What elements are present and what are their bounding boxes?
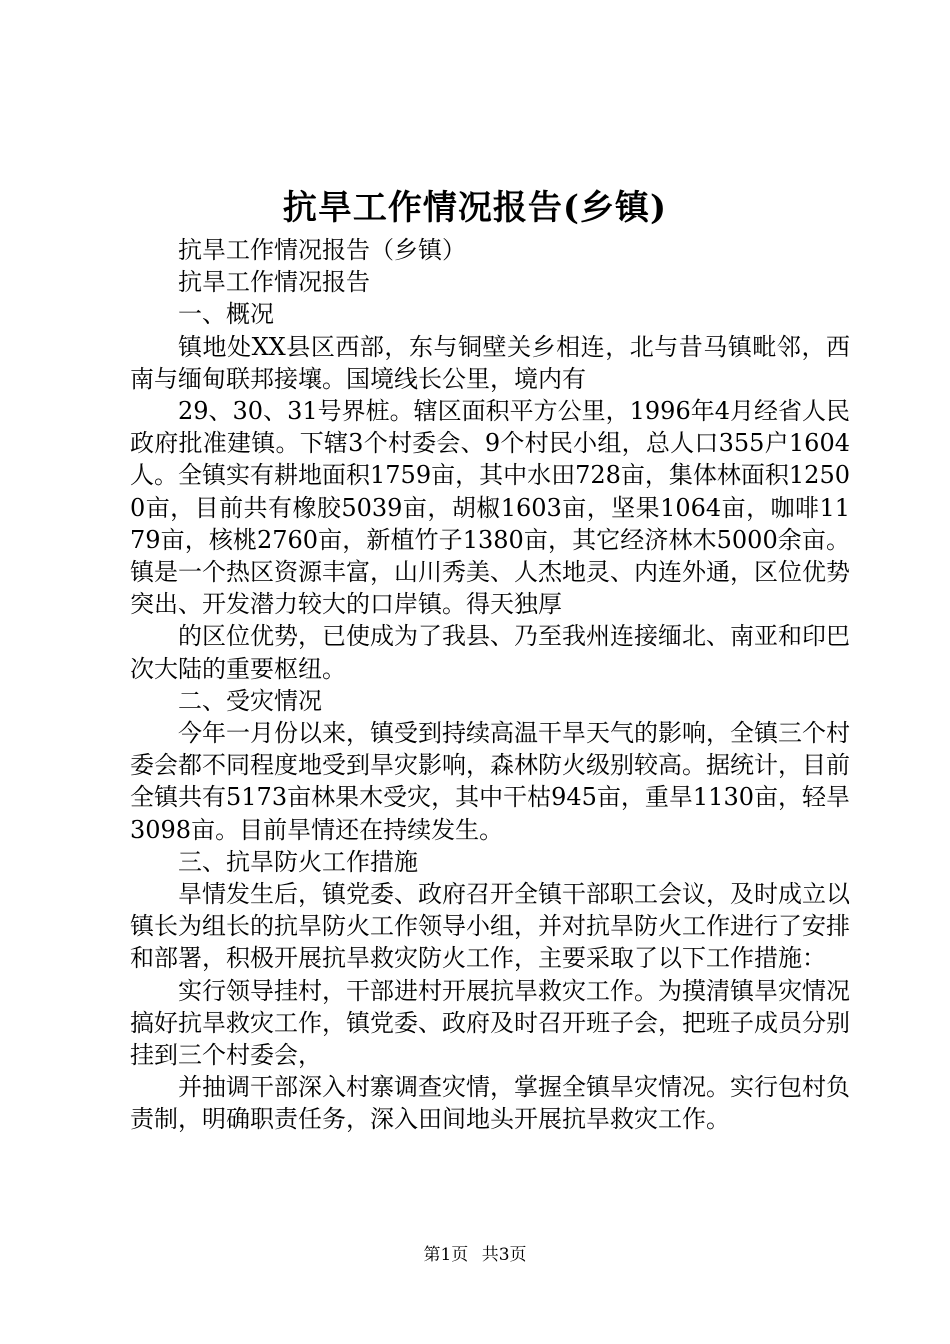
paragraph-measures-intro: 旱情发生后，镇党委、政府召开全镇干部职工会议，及时成立以镇长为组长的抗旱防火工作领导小组，并对抗旱防火工作进行了安排和部署，积极开展抗旱救灾防火工作，主要采取了以下工作措施：	[130, 880, 850, 973]
document-title: 抗旱工作情况报告(乡镇)	[282, 188, 668, 228]
section-heading-disaster: 二、受灾情况	[178, 686, 322, 715]
document-body	[130, 234, 850, 1136]
paragraph-location-advantage: 的区位优势，已使成为了我县、乃至我州连接缅北、南亚和印巴次大陆的重要枢纽。	[130, 622, 850, 683]
section-heading-measures: 三、抗旱防火工作措施	[178, 847, 418, 876]
paragraph-report-title: 抗旱工作情况报告	[178, 268, 370, 297]
paragraph-disaster: 今年一月份以来，镇受到持续高温干旱天气的影响，全镇三个村委会都不同程度地受到旱灾影响，森林防火级别较高。据统计，目前全镇共有5173亩林果木受灾，其中干枯945亩，重旱1130亩，轻旱3098亩。目前旱情还在持续发生。	[130, 719, 850, 844]
section-heading-overview: 一、概况	[178, 300, 274, 329]
page-footer	[0, 1243, 950, 1267]
page-total: 共3页	[481, 1245, 527, 1265]
page-number: 第1页	[423, 1245, 469, 1265]
paragraph-measure-investigation: 并抽调干部深入村寨调查灾情，掌握全镇旱灾情况。实行包村负责制，明确职责任务，深入田间地头开展抗旱救灾工作。	[130, 1073, 850, 1134]
paragraph-subtitle: 抗旱工作情况报告（乡镇）	[178, 236, 466, 264]
paragraph-measure-leaders: 实行领导挂村，干部进村开展抗旱救灾工作。为摸清镇旱灾情况搞好抗旱救灾工作，镇党委、政府及时召开班子会，把班子成员分别挂到三个村委会，	[130, 976, 850, 1070]
paragraph-location: 镇地处XX县区西部，东与铜壁关乡相连，北与昔马镇毗邻，西南与缅甸联邦接壤。国境线长公里，境内有	[130, 332, 850, 393]
paragraph-statistics: 29、30、31号界桩。辖区面积平方公里，1996年4月经省人民政府批准建镇。下辖3个村委会、9个村民小组，总人口355户1604人。全镇实有耕地面积1759亩，其中水田728亩，集体林面积12500亩，目前共有橡胶5039亩，胡椒1603亩，坚果1064亩，咖啡1179亩，核桃2760亩，新植竹子1380亩，其它经济林木5000余亩。镇是一个热区资源丰富，山川秀美、人杰地灵、内连外通，区位优势突出、开发潜力较大的口岸镇。得天独厚	[130, 397, 850, 619]
